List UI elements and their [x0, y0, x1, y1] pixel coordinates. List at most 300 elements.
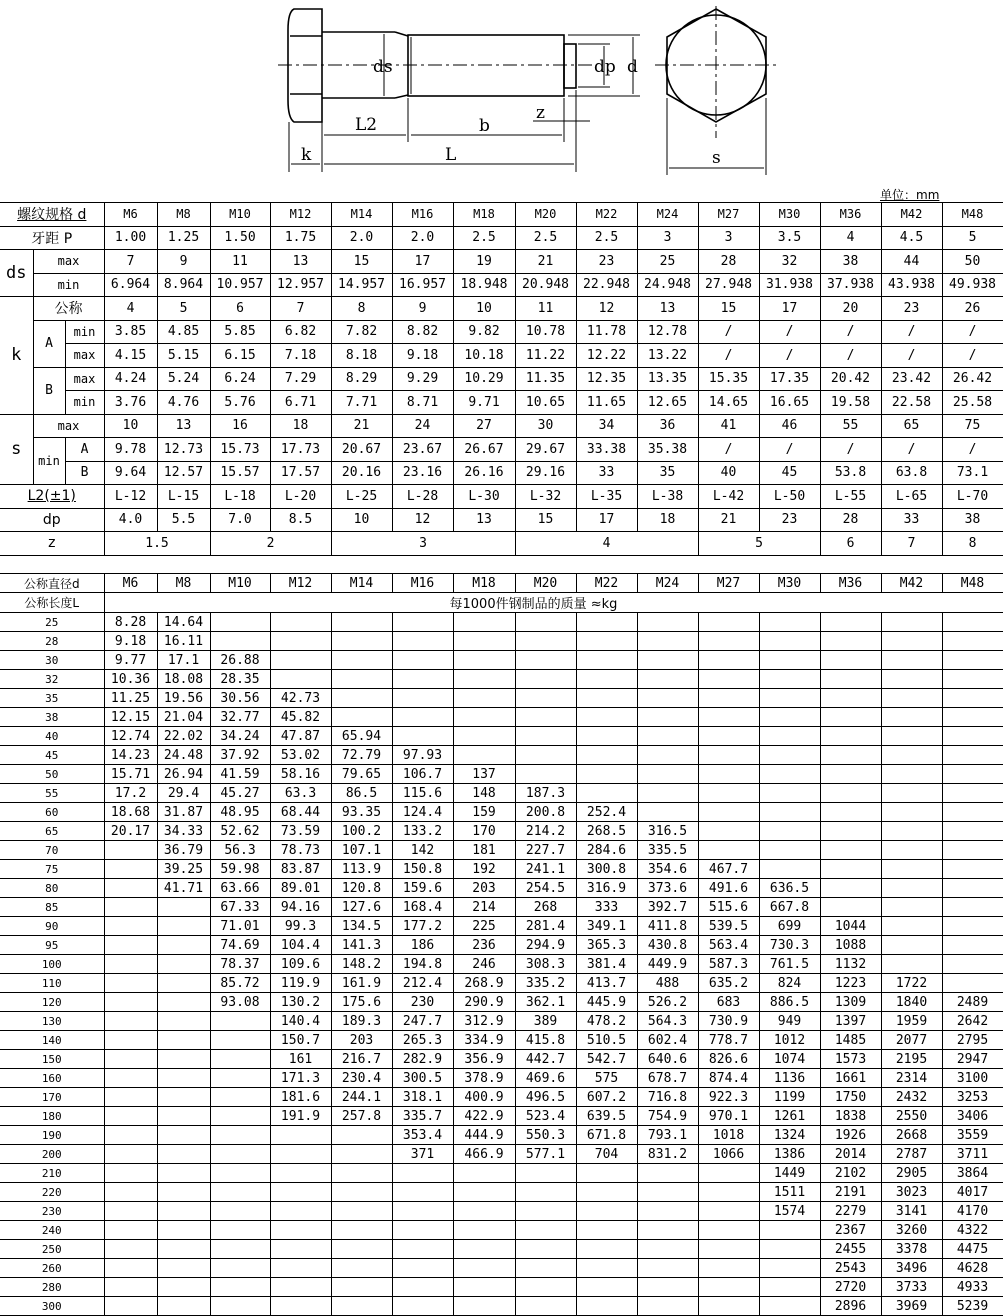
mass-cell	[698, 1259, 759, 1278]
mass-cell: 63.66	[210, 879, 270, 898]
value-cell: M6	[104, 574, 157, 593]
mass-cell: 778.7	[698, 1031, 759, 1050]
mass-cell: 2787	[881, 1145, 942, 1164]
mass-cell: 683	[698, 993, 759, 1012]
mass-row	[0, 1069, 1003, 1088]
value-cell: /	[759, 344, 820, 368]
mass-cell	[820, 784, 881, 803]
value-cell: 9	[392, 297, 453, 321]
mass-cell: 32.77	[210, 708, 270, 727]
mass-cell: 26.94	[157, 765, 210, 784]
mass-cell	[270, 651, 331, 670]
value-cell: 26.16	[453, 461, 515, 485]
value-cell: 12.73	[157, 438, 210, 462]
mass-row	[0, 879, 1003, 898]
mass-cell: 442.7	[515, 1050, 576, 1069]
value-cell: 8.29	[331, 367, 392, 391]
size-cell: M36	[820, 203, 881, 227]
mass-cell: 1573	[820, 1050, 881, 1069]
value-cell: 9.64	[104, 461, 157, 485]
mass-cell: 1261	[759, 1107, 820, 1126]
mass-cell	[392, 1278, 453, 1297]
value-cell: /	[881, 438, 942, 462]
mass-cell	[698, 1221, 759, 1240]
ds-min-label: min	[33, 273, 104, 297]
size-cell: M14	[331, 203, 392, 227]
mass-cell	[157, 1088, 210, 1107]
value-cell: 10	[104, 414, 157, 438]
value-cell: 18.948	[453, 273, 515, 297]
mass-cell: 467.7	[698, 860, 759, 879]
mass-cell: 308.3	[515, 955, 576, 974]
mass-cell	[881, 727, 942, 746]
mass-cell: 312.9	[453, 1012, 515, 1031]
mass-cell	[637, 1202, 698, 1221]
mass-cell	[157, 1012, 210, 1031]
mass-cell: 93.35	[331, 803, 392, 822]
value-cell: M22	[576, 574, 637, 593]
value-cell: L-65	[881, 485, 942, 509]
mass-cell: 1750	[820, 1088, 881, 1107]
unit-label: 单位：mm	[880, 188, 940, 202]
mass-cell	[104, 1221, 157, 1240]
mass-cell	[637, 1278, 698, 1297]
k-b-min-label: min	[65, 391, 104, 415]
value-cell: 25	[637, 250, 698, 274]
s-b-label: B	[65, 461, 104, 485]
length-cell: 250	[0, 1240, 104, 1259]
value-cell: 3	[698, 226, 759, 250]
mass-cell	[331, 1297, 392, 1316]
mass-cell: 1012	[759, 1031, 820, 1050]
mass-cell: 575	[576, 1069, 637, 1088]
value-cell: 8.964	[157, 273, 210, 297]
mass-cell	[453, 632, 515, 651]
value-cell: 75	[942, 414, 1003, 438]
mass-cell	[331, 708, 392, 727]
mass-cell: 236	[453, 936, 515, 955]
value-cell: 16	[210, 414, 270, 438]
mass-cell: 2905	[881, 1164, 942, 1183]
value-cell: 17	[576, 508, 637, 532]
mass-cell: 150.7	[270, 1031, 331, 1050]
value-cell: L-38	[637, 485, 698, 509]
mass-cell: 4933	[942, 1278, 1003, 1297]
mass-row	[0, 1145, 1003, 1164]
value-cell: 35	[637, 461, 698, 485]
mass-cell: 34.33	[157, 822, 210, 841]
value-cell: 4.24	[104, 367, 157, 391]
mass-cell: 230.4	[331, 1069, 392, 1088]
mass-cell	[210, 1278, 270, 1297]
mass-cell: 28.35	[210, 670, 270, 689]
mass-cell: 886.5	[759, 993, 820, 1012]
mass-cell	[942, 936, 1003, 955]
row-k-a-min	[0, 320, 1003, 344]
mass-cell: 31.87	[157, 803, 210, 822]
mass-cell: 241.1	[515, 860, 576, 879]
mass-cell	[698, 1164, 759, 1183]
mass-cell: 510.5	[576, 1031, 637, 1050]
value-cell: 29.67	[515, 438, 576, 462]
value-cell: 11.78	[576, 320, 637, 344]
mass-cell	[270, 1126, 331, 1145]
mass-cell	[210, 1164, 270, 1183]
value-cell: 63.8	[881, 461, 942, 485]
value-cell: 22.58	[881, 391, 942, 415]
mass-cell	[515, 1183, 576, 1202]
mass-cell: 793.1	[637, 1126, 698, 1145]
mass-cell	[759, 1240, 820, 1259]
mass-cell: 1223	[820, 974, 881, 993]
mass-cell: 42.73	[270, 689, 331, 708]
mass-cell	[157, 1183, 210, 1202]
mass-cell: 564.3	[637, 1012, 698, 1031]
value-cell: 49.938	[942, 273, 1003, 297]
size-cell: M8	[157, 203, 210, 227]
mass-rows	[0, 613, 1003, 1316]
mass-cell	[759, 1259, 820, 1278]
mass-row	[0, 898, 1003, 917]
value-cell: M30	[759, 574, 820, 593]
mass-cell: 181.6	[270, 1088, 331, 1107]
mass-cell: 72.79	[331, 746, 392, 765]
value-cell: /	[881, 344, 942, 368]
spec-table	[0, 202, 1003, 556]
mass-cell	[331, 1221, 392, 1240]
mass-cell: 496.5	[515, 1088, 576, 1107]
mass-cell	[576, 1259, 637, 1278]
mass-cell	[698, 784, 759, 803]
length-cell: 300	[0, 1297, 104, 1316]
mass-cell	[637, 1240, 698, 1259]
mass-cell: 362.1	[515, 993, 576, 1012]
value-cell: 40	[698, 461, 759, 485]
mass-cell	[453, 1164, 515, 1183]
mass-cell	[576, 1278, 637, 1297]
s-label: s	[0, 414, 33, 485]
value-cell: 13	[637, 297, 698, 321]
value-cell: 28	[820, 508, 881, 532]
mass-cell: 1397	[820, 1012, 881, 1031]
mass-cell	[698, 651, 759, 670]
mass-cell	[210, 1107, 270, 1126]
mass-cell: 120.8	[331, 879, 392, 898]
mass-cell	[210, 1221, 270, 1240]
mass-cell	[157, 1164, 210, 1183]
mass-cell	[104, 917, 157, 936]
mass-cell: 704	[576, 1145, 637, 1164]
mass-cell	[942, 841, 1003, 860]
value-cell: 1.50	[210, 226, 270, 250]
mass-cell: 200.8	[515, 803, 576, 822]
mass-cell	[392, 1259, 453, 1278]
mass-cell	[104, 1031, 157, 1050]
mass-cell	[104, 1050, 157, 1069]
mass-cell	[942, 955, 1003, 974]
mass-cell	[453, 708, 515, 727]
length-cell: 40	[0, 727, 104, 746]
mass-cell	[637, 1164, 698, 1183]
mass-cell: 10.36	[104, 670, 157, 689]
mass-cell: 478.2	[576, 1012, 637, 1031]
mass-cell	[104, 879, 157, 898]
mass-cell: 3969	[881, 1297, 942, 1316]
mass-cell	[576, 1297, 637, 1316]
length-cell: 180	[0, 1107, 104, 1126]
mass-cell: 667.8	[759, 898, 820, 917]
mass-cell: 2014	[820, 1145, 881, 1164]
mass-row	[0, 936, 1003, 955]
mass-cell	[210, 1297, 270, 1316]
mass-cell	[392, 727, 453, 746]
mass-cell	[515, 1164, 576, 1183]
mass-cell	[331, 1202, 392, 1221]
value-cell: /	[942, 344, 1003, 368]
row-s-max	[0, 414, 1003, 438]
mass-cell	[576, 784, 637, 803]
mass-cell	[759, 746, 820, 765]
mass-cell: 168.4	[392, 898, 453, 917]
mass-cell: 191.9	[270, 1107, 331, 1126]
length-cell: 85	[0, 898, 104, 917]
mass-cell: 45.82	[270, 708, 331, 727]
mass-cell	[453, 689, 515, 708]
value-cell: 9.71	[453, 391, 515, 415]
value-cell: 15.73	[210, 438, 270, 462]
mass-cell: 159.6	[392, 879, 453, 898]
value-cell: 27	[453, 414, 515, 438]
mass-cell: 515.6	[698, 898, 759, 917]
mass-cell: 18.08	[157, 670, 210, 689]
value-cell: 15	[515, 508, 576, 532]
value-cell: 4	[820, 226, 881, 250]
mass-cell	[576, 1183, 637, 1202]
mass-cell: 247.7	[392, 1012, 453, 1031]
mass-cell: 93.08	[210, 993, 270, 1012]
mass-cell	[157, 1050, 210, 1069]
mass-cell: 12.15	[104, 708, 157, 727]
mass-cell	[637, 1297, 698, 1316]
mass-cell	[576, 651, 637, 670]
mass-cell: 214.2	[515, 822, 576, 841]
mass-row	[0, 917, 1003, 936]
value-cell: 17.57	[270, 461, 331, 485]
mass-cell: 244.1	[331, 1088, 392, 1107]
mass-cell	[942, 860, 1003, 879]
mass-cell	[104, 1107, 157, 1126]
mass-cell	[104, 841, 157, 860]
value-cell: 4.85	[157, 320, 210, 344]
mass-row	[0, 1221, 1003, 1240]
label-L2: L2	[355, 115, 378, 135]
value-cell: /	[759, 320, 820, 344]
mass-cell	[104, 1126, 157, 1145]
mass-cell: 636.5	[759, 879, 820, 898]
mass-cell	[104, 1183, 157, 1202]
value-cell: 22.948	[576, 273, 637, 297]
value-cell: 20	[820, 297, 881, 321]
mass-cell: 106.7	[392, 765, 453, 784]
mass-cell: 1044	[820, 917, 881, 936]
row-z	[0, 532, 1003, 556]
mass-cell: 300.5	[392, 1069, 453, 1088]
l2-label: L2(±1)	[0, 485, 104, 509]
value-cell: 53.8	[820, 461, 881, 485]
mass-row	[0, 1012, 1003, 1031]
value-cell: 3.5	[759, 226, 820, 250]
size-cell: M42	[881, 203, 942, 227]
value-cell: 24.948	[637, 273, 698, 297]
mass-cell	[942, 822, 1003, 841]
length-cell: 200	[0, 1145, 104, 1164]
mass-cell	[698, 822, 759, 841]
mass-cell: 282.9	[392, 1050, 453, 1069]
value-cell: M10	[210, 574, 270, 593]
mass-cell	[637, 632, 698, 651]
mass-cell	[942, 613, 1003, 632]
mass-cell	[453, 746, 515, 765]
value-cell: 17	[392, 250, 453, 274]
mass-cell: 45.27	[210, 784, 270, 803]
mass-cell: 79.65	[331, 765, 392, 784]
mass-cell: 365.3	[576, 936, 637, 955]
mass-cell	[942, 765, 1003, 784]
mass-cell: 186	[392, 936, 453, 955]
value-cell: L-25	[331, 485, 392, 509]
mass-cell	[576, 708, 637, 727]
value-cell: L-70	[942, 485, 1003, 509]
ds-label: ds	[0, 250, 33, 297]
mass-cell: 523.4	[515, 1107, 576, 1126]
mass-cell: 1661	[820, 1069, 881, 1088]
mass-cell	[104, 1069, 157, 1088]
mass-cell: 335.2	[515, 974, 576, 993]
mass-cell: 5239	[942, 1297, 1003, 1316]
mass-cell: 3733	[881, 1278, 942, 1297]
k-a-max-label: max	[65, 344, 104, 368]
mass-cell	[881, 936, 942, 955]
mass-row	[0, 727, 1003, 746]
mass-cell: 1199	[759, 1088, 820, 1107]
mass-cell: 281.4	[515, 917, 576, 936]
mass-cell: 1511	[759, 1183, 820, 1202]
mass-cell	[210, 613, 270, 632]
value-cell: 46	[759, 414, 820, 438]
row-k-b-min	[0, 391, 1003, 415]
mass-cell	[637, 708, 698, 727]
mass-cell: 134.5	[331, 917, 392, 936]
value-cell: 45	[759, 461, 820, 485]
mass-row	[0, 765, 1003, 784]
mass-cell	[881, 708, 942, 727]
mass-cell	[157, 1278, 210, 1297]
mass-cell: 3260	[881, 1221, 942, 1240]
mass-cell	[270, 1278, 331, 1297]
mass-cell	[759, 822, 820, 841]
mass-cell	[210, 632, 270, 651]
mass-cell	[331, 1145, 392, 1164]
mass-cell	[942, 632, 1003, 651]
size-cell: M24	[637, 203, 698, 227]
mass-cell	[453, 1183, 515, 1202]
value-cell: 33	[881, 508, 942, 532]
length-label: 公称长度L	[0, 593, 104, 613]
mass-cell	[942, 898, 1003, 917]
value-cell: L-15	[157, 485, 210, 509]
mass-cell	[157, 993, 210, 1012]
length-cell: 32	[0, 670, 104, 689]
length-cell: 28	[0, 632, 104, 651]
value-cell: L-32	[515, 485, 576, 509]
value-cell: 5.5	[157, 508, 210, 532]
mass-cell	[104, 993, 157, 1012]
value-cell: 15.35	[698, 367, 759, 391]
z-value-cell: 5	[698, 532, 820, 556]
row-l2	[0, 485, 1003, 509]
mass-cell: 378.9	[453, 1069, 515, 1088]
value-cell: 15	[698, 297, 759, 321]
row-k-b-max	[0, 367, 1003, 391]
value-cell: 38	[942, 508, 1003, 532]
mass-cell	[759, 841, 820, 860]
value-cell: 10	[331, 508, 392, 532]
mass-row	[0, 1088, 1003, 1107]
value-cell: 25.58	[942, 391, 1003, 415]
mass-cell: 1574	[759, 1202, 820, 1221]
mass-cell: 12.74	[104, 727, 157, 746]
mass-row	[0, 1297, 1003, 1316]
mass-cell: 17.2	[104, 784, 157, 803]
mass-cell	[392, 1202, 453, 1221]
mass-cell: 3253	[942, 1088, 1003, 1107]
value-cell: 24	[392, 414, 453, 438]
value-cell: 16.65	[759, 391, 820, 415]
value-cell: 12.35	[576, 367, 637, 391]
mass-cell	[157, 974, 210, 993]
mass-cell	[820, 689, 881, 708]
value-cell: 5	[942, 226, 1003, 250]
mass-cell	[392, 632, 453, 651]
value-cell: 1.75	[270, 226, 331, 250]
mass-cell	[637, 689, 698, 708]
value-cell: 8.5	[270, 508, 331, 532]
value-cell: 10.957	[210, 273, 270, 297]
mass-cell	[576, 670, 637, 689]
value-cell: 23.42	[881, 367, 942, 391]
label-L: L	[445, 145, 457, 165]
mass-cell	[942, 670, 1003, 689]
mass-row	[0, 632, 1003, 651]
mass-cell: 294.9	[515, 936, 576, 955]
mass-cell	[576, 1164, 637, 1183]
mass-cell: 175.6	[331, 993, 392, 1012]
k-b-label: B	[33, 367, 65, 414]
z-value-cell: 1.5	[104, 532, 210, 556]
diameter-label: 公称直径d	[0, 574, 104, 593]
mass-cell: 3406	[942, 1107, 1003, 1126]
mass-cell: 1088	[820, 936, 881, 955]
value-cell: 11.22	[515, 344, 576, 368]
value-cell: 8.18	[331, 344, 392, 368]
mass-cell: 639.5	[576, 1107, 637, 1126]
mass-cell	[698, 689, 759, 708]
mass-cell: 24.48	[157, 746, 210, 765]
mass-cell: 268.9	[453, 974, 515, 993]
value-cell: 7	[104, 250, 157, 274]
value-cell: 7.71	[331, 391, 392, 415]
mass-cell	[881, 955, 942, 974]
